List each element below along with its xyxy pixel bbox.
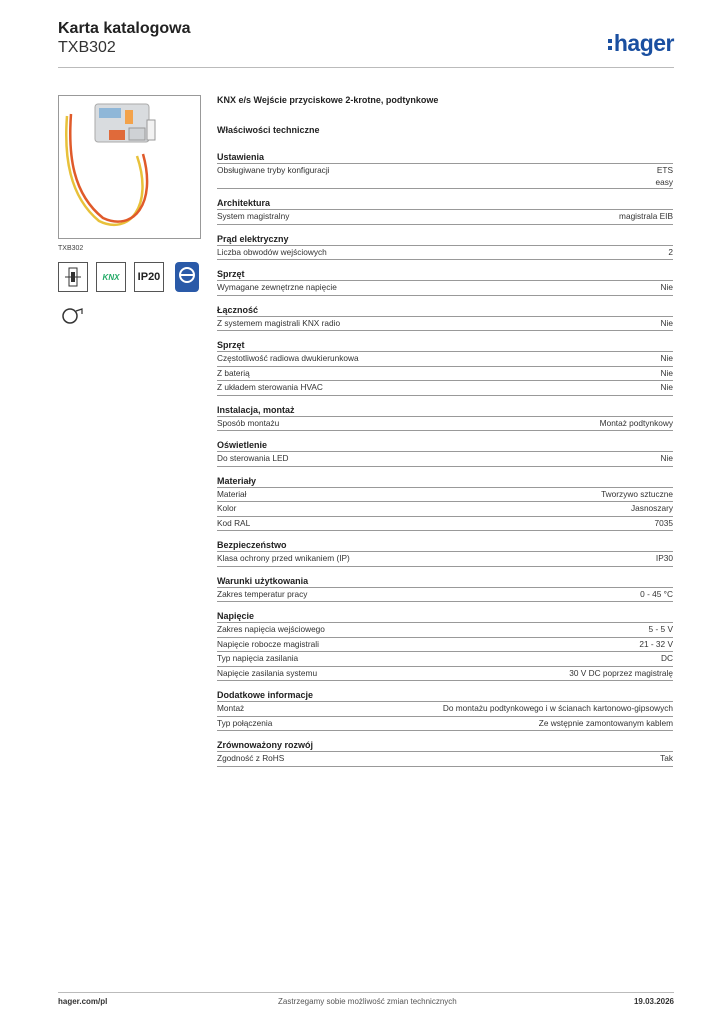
spec-value: [656, 552, 673, 566]
spec-section: [217, 575, 673, 603]
spec-value-line: Do montażu podtynkowego i w ścianach kartonowo-gipsowych: [442, 703, 673, 713]
spec-sections: [217, 151, 673, 767]
spec-label: Częstotliwość radiowa dwukierunkowa: [217, 353, 359, 363]
spec-value-line: 7035: [654, 517, 673, 528]
spec-label: Z układem sterowania HVAC: [217, 382, 323, 392]
knx-icon: KNX: [96, 262, 126, 292]
section-title: Zrównoważony rozwój: [217, 739, 673, 752]
footer-date: 19.03.2026: [633, 997, 674, 1006]
spec-value: [649, 623, 673, 637]
spec-value: [640, 588, 673, 602]
spec-label: Montaż: [217, 703, 245, 713]
spec-label: Napięcie zasilania systemu: [217, 667, 318, 678]
spec-column: [217, 95, 673, 775]
spec-value: [668, 246, 673, 260]
spec-row: [217, 164, 673, 189]
spec-value-line: 21 - 32 V: [639, 638, 673, 649]
spec-value: [661, 352, 673, 366]
spec-value: [661, 381, 673, 395]
spec-value: [443, 702, 673, 716]
spec-row: [217, 638, 673, 653]
spec-row: [217, 517, 673, 532]
spec-label: Do sterowania LED: [217, 453, 289, 463]
section-title: Materiały: [217, 475, 673, 488]
spec-label: Klasa ochrony przed wnikaniem (IP): [217, 553, 350, 563]
spec-value: [655, 164, 673, 188]
section-title: Architektura: [217, 197, 673, 210]
spec-value-line: DC: [661, 653, 673, 663]
spec-section: [217, 304, 673, 332]
section-title: Prąd elektryczny: [217, 233, 673, 246]
spec-value-line: Nie: [660, 317, 673, 328]
spec-value-line: Ze wstępnie zamontowanym kablem: [538, 717, 673, 728]
spec-value: [661, 652, 673, 666]
spec-value: [661, 367, 673, 381]
spec-row: [217, 752, 673, 767]
section-title: Sprzęt: [217, 268, 673, 281]
spec-value: [661, 317, 673, 331]
product-code: TXB302: [58, 39, 116, 56]
spec-row: [217, 652, 673, 667]
spec-value: [539, 717, 673, 731]
page-footer: [58, 997, 674, 1011]
spec-row: [217, 623, 673, 638]
spec-label: Materiał: [217, 488, 247, 499]
footer-disclaimer: Zastrzegamy sobie możliwość zmian technicznych: [278, 997, 457, 1006]
spec-value-line: Nie: [660, 382, 673, 392]
section-title: Łączność: [217, 304, 673, 317]
easy-icon: [172, 262, 202, 292]
spec-value: [639, 638, 673, 652]
spec-value-line: Nie: [660, 367, 673, 378]
spec-row: [217, 246, 673, 261]
spec-label: Kolor: [217, 503, 237, 513]
spec-value-line: ETS: [656, 165, 673, 175]
spec-label: Zakres temperatur pracy: [217, 588, 308, 599]
spec-label: Wymagane zewnętrzne napięcie: [217, 282, 337, 292]
spec-value-line: Jasnoszary: [631, 503, 673, 513]
spec-value: [661, 281, 673, 295]
spec-value-line: IP30: [655, 553, 673, 563]
spec-row: [217, 417, 673, 432]
spec-section: [217, 610, 673, 681]
spec-section: [217, 439, 673, 467]
spec-value-line: Nie: [660, 353, 673, 363]
section-title: Sprzęt: [217, 339, 673, 352]
spec-value-line: Nie: [660, 282, 673, 292]
spec-label: Z baterią: [217, 367, 250, 378]
spec-label: Napięcie robocze magistrali: [217, 638, 319, 649]
spec-section: [217, 539, 673, 567]
spec-row: [217, 210, 673, 225]
spec-row: [217, 552, 673, 567]
spec-value-line: Tworzywo sztuczne: [601, 488, 673, 499]
spec-row: [217, 381, 673, 396]
spec-row: [217, 502, 673, 517]
product-name: KNX e/s Wejście przyciskowe 2-krotne, podtynkowe: [217, 95, 439, 105]
spec-row: [217, 281, 673, 296]
logo-dots-icon: [608, 36, 612, 53]
spec-label: Sposób montażu: [217, 417, 280, 428]
spec-value-line: 2: [668, 246, 673, 257]
spec-label: Kod RAL: [217, 517, 251, 528]
section-title: Dodatkowe informacje: [217, 689, 673, 702]
spec-value-line: 0 - 45 °C: [640, 588, 673, 599]
document-title: Karta katalogowa: [58, 20, 191, 37]
spec-value: [569, 667, 673, 681]
section-title: Oświetlenie: [217, 439, 673, 452]
spec-label: Typ napięcia zasilania: [217, 653, 299, 663]
spec-value-line: Tak: [660, 753, 673, 763]
page-header: [58, 20, 674, 68]
footer-divider: [58, 992, 674, 993]
spec-value: [661, 452, 673, 466]
spec-label: Zakres napięcia wejściowego: [217, 624, 325, 634]
hager-logo: [608, 30, 674, 57]
spec-label: Typ połączenia: [217, 717, 273, 728]
spec-section: [217, 268, 673, 296]
spec-section: [217, 689, 673, 731]
spec-value: [601, 488, 673, 502]
section-title: Ustawienia: [217, 151, 673, 164]
spec-section: [217, 739, 673, 767]
product-media-column: [58, 95, 202, 330]
spec-section: [217, 404, 673, 432]
spec-value-line: easy: [655, 177, 673, 187]
spec-label: System magistralny: [217, 211, 290, 221]
footer-website: hager.com/pl: [58, 997, 108, 1006]
spec-section: [217, 475, 673, 532]
spec-row: [217, 588, 673, 603]
spec-row: [217, 367, 673, 382]
ip20-icon: IP20: [134, 262, 164, 292]
photo-caption: TXB302: [58, 245, 84, 252]
spec-value-line: 30 V DC poprzez magistralę: [569, 667, 673, 678]
spec-row: [217, 702, 673, 717]
spec-row: [217, 317, 673, 332]
header-divider: [58, 67, 674, 68]
spec-row: [217, 717, 673, 732]
spec-section: [217, 151, 673, 189]
spec-row: [217, 667, 673, 682]
spec-section: [217, 197, 673, 225]
spec-row: [217, 452, 673, 467]
din-rail-icon: [58, 262, 88, 292]
tech-properties-heading: Właściwości techniczne: [217, 125, 320, 135]
spec-row: [217, 352, 673, 367]
spec-value: [600, 417, 673, 431]
logo-text: hager: [613, 30, 674, 56]
spec-value: [619, 210, 673, 224]
product-photo: [58, 95, 201, 239]
device-illustration: [59, 96, 200, 238]
section-title: Napięcie: [217, 610, 673, 623]
spec-value-line: 5 - 5 V: [648, 624, 673, 634]
spec-section: [217, 339, 673, 396]
spec-label: Obsługiwane tryby konfiguracji: [217, 165, 330, 175]
section-title: Bezpieczeństwo: [217, 539, 673, 552]
certification-icons: [58, 262, 202, 292]
spec-value: [631, 502, 673, 516]
section-title: Instalacja, montaż: [217, 404, 673, 417]
bus-connector-icon: [58, 300, 88, 330]
spec-row: [217, 488, 673, 503]
spec-label: Liczba obwodów wejściowych: [217, 246, 327, 257]
spec-value-line: Nie: [660, 453, 673, 463]
extra-icons: [58, 300, 202, 330]
spec-value-line: magistrala EIB: [619, 211, 673, 221]
spec-value: [660, 752, 673, 766]
spec-value: [655, 517, 673, 531]
spec-value-line: Montaż podtynkowy: [599, 417, 673, 428]
spec-label: Z systemem magistrali KNX radio: [217, 317, 341, 328]
section-title: Warunki użytkowania: [217, 575, 673, 588]
spec-section: [217, 233, 673, 261]
spec-label: Zgodność z RoHS: [217, 753, 285, 763]
